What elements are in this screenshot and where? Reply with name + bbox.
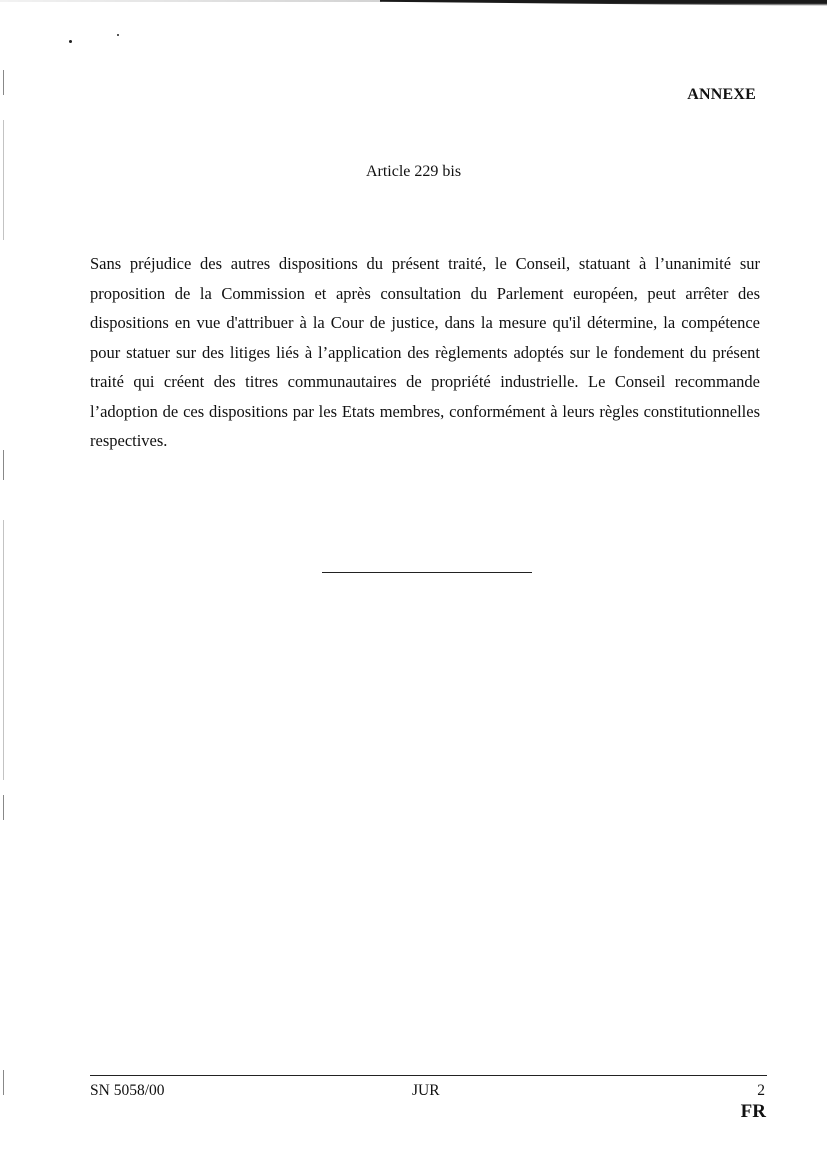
scan-left-segment: [3, 795, 4, 820]
scan-left-edge: [3, 60, 5, 1100]
article-body: Sans préjudice des autres dispositions du présent traité, le Conseil, statuant à l’unanimité sur proposition de la Commission et après consultation du Parlement européen, peut arrêter des dispositions en vue d'attribuer à la Cour de justice, dans la mesure qu'il détermine, la compétence pour statuer sur des litiges liés à l’application des règlements adoptés sur le fondement du présent traité qui créent des titres communautaires de propriété industrielle. Le Conseil recommande l’adoption de ces dispositions par les Etats membres, conformément à leurs règles constitutionnelles respectives.: [90, 254, 760, 450]
article-title: Article 229 bis: [365, 163, 462, 180]
footer-document-ref: SN 5058/00: [90, 1082, 165, 1099]
scan-top-dark-edge: [380, 0, 827, 6]
footer-page-number: 2: [757, 1082, 765, 1099]
scan-left-segment: [3, 450, 4, 480]
footer-rule: [90, 1075, 767, 1076]
annex-label: ANNEXE: [687, 86, 756, 103]
footer-language: FR: [740, 1101, 766, 1122]
scan-left-segment: [3, 1070, 4, 1095]
scan-speck: [117, 34, 119, 36]
footer-department: JUR: [412, 1082, 440, 1099]
scan-left-segment: [3, 70, 4, 95]
scan-top-edge: [0, 0, 827, 10]
scan-left-segment: [3, 520, 4, 780]
scan-top-faint-edge: [0, 0, 400, 2]
scan-speck: [69, 40, 72, 43]
section-separator: [322, 572, 532, 573]
